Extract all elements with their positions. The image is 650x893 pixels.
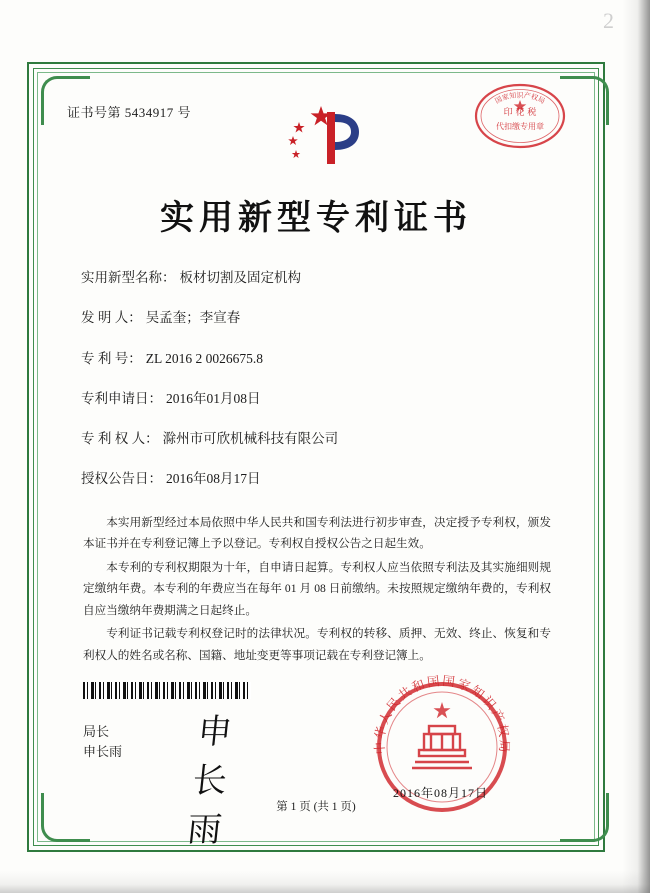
field-inventors — [81, 308, 561, 328]
field-value: 2016年01月08日 — [166, 390, 261, 406]
certificate-content — [37, 72, 595, 850]
svg-text:印 花 税: 印 花 税 — [503, 108, 537, 118]
field-value: 滁州市可欣机械科技有限公司 — [162, 431, 339, 446]
field-label: 专利申请日： — [81, 390, 162, 406]
field-label: 专 利 号： — [81, 350, 142, 366]
field-patent-number — [81, 349, 561, 369]
legal-paragraph: 本专利的专利权期限为十年，自申请日起算。专利权人应当依照专利法及其实施细则规定缴纳年费。本专利的年费应当在每年 01 月 08 日前缴纳。未按照规定缴纳年费的，专利权自应当缴纳年费期满之日起终止。 — [83, 560, 551, 617]
legal-paragraph: 专利证书记载专利权登记时的法律状况。专利权的转移、质押、无效、终止、恢复和专利权人的姓名或名称、国籍、地址变更等事项记载在专利登记簿上。 — [83, 627, 551, 662]
legal-text — [83, 512, 551, 668]
signature-name: 申长雨 — [83, 743, 123, 759]
field-label: 实用新型名称： — [81, 270, 176, 285]
field-label: 专 利 权 人： — [81, 431, 159, 446]
field-utility-model-name — [81, 268, 561, 288]
svg-text:代扣缴专用章: 代扣缴专用章 — [496, 122, 544, 131]
cnipa-emblem-icon — [265, 102, 377, 168]
field-grant-announcement-date — [81, 469, 561, 489]
seal-date: 2016年08月17日 — [393, 786, 489, 800]
scan-edge-shadow-right — [622, 0, 650, 893]
tax-stamp-seal — [471, 80, 569, 152]
signature-block — [83, 712, 236, 850]
field-value: ZL 2016 2 0026675.8 — [145, 350, 263, 366]
field-label: 授权公告日： — [81, 471, 162, 487]
scan-edge-shadow-bottom — [0, 871, 650, 893]
page-corner-mark: 2 — [603, 8, 614, 33]
certificate-title: 实用新型专利证书 — [160, 198, 472, 238]
field-value: 2016年08月17日 — [166, 471, 261, 487]
field-label: 发 明 人： — [81, 310, 142, 326]
certificate-number: 证书号第 5434917 号 — [67, 105, 192, 120]
legal-paragraph: 本实用新型经过本局依照中华人民共和国专利法进行初步审查，决定授予专利权，颁发本证书并在专利登记簿上予以登记。专利权自授权公告之日起生效。 — [83, 516, 551, 551]
svg-text:国家知识产权局: 国家知识产权局 — [493, 91, 547, 106]
page-footer: 第 1 页 (共 1 页) — [276, 801, 356, 813]
field-value: 板材切割及固定机构 — [179, 270, 301, 285]
field-patentee — [81, 429, 561, 449]
handwritten-signature: 申长雨 — [185, 712, 236, 850]
field-value: 吴孟奎；李宣春 — [145, 310, 241, 326]
svg-text:中华人民共和国国家知识产权局: 中华人民共和国国家知识产权局 — [371, 672, 513, 755]
barcode — [83, 682, 251, 699]
certificate-fields — [81, 268, 561, 510]
field-application-date — [81, 389, 561, 409]
signature-role: 局长 — [83, 724, 110, 739]
